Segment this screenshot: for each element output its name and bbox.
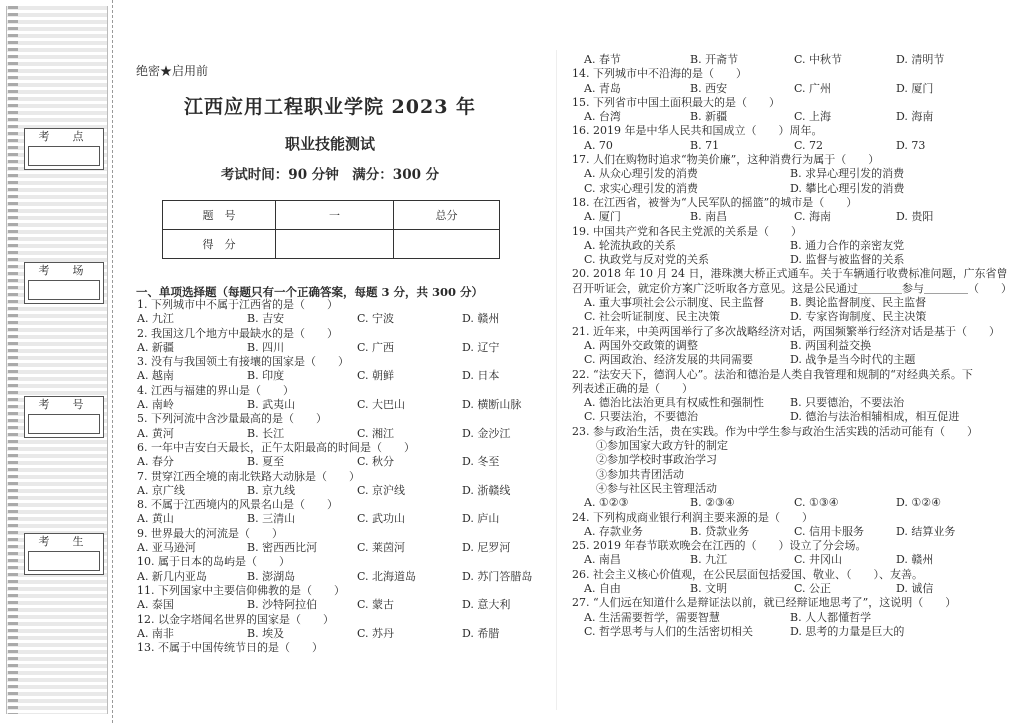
option: B. 贷款业务 bbox=[690, 524, 750, 538]
option: D. 73 bbox=[896, 138, 926, 152]
option: A. 轮流执政的关系 bbox=[584, 238, 676, 252]
option: B. 新疆 bbox=[690, 110, 728, 124]
option: D. 专家咨询制度、民主决策 bbox=[790, 310, 927, 324]
question-18: 18. 在江西省，被誉为“人民军队的摇篮”的城市是（ ） bbox=[572, 195, 858, 209]
option: B. 文明 bbox=[690, 581, 728, 595]
options-1 bbox=[137, 312, 557, 326]
question-22-line2: 列表述正确的是（ ） bbox=[572, 381, 693, 395]
option: C. 两国政治、经济发展的共同需要 bbox=[584, 353, 754, 367]
seal-line bbox=[112, 0, 113, 723]
option: B. 埃及 bbox=[247, 626, 285, 640]
options-14 bbox=[572, 82, 1012, 96]
question-17: 17. 人们在购物时追求“物美价廉”，这种消费行为属于（ ） bbox=[572, 153, 880, 167]
option: B. 长江 bbox=[247, 426, 285, 440]
exam-number-label: 考 号 bbox=[38, 398, 90, 411]
option: A. 两国外交政策的调整 bbox=[584, 338, 698, 352]
question-23: 23. 参与政治生活，贵在实践。作为中学生参与政治生活实践的活动可能有（ ） bbox=[572, 424, 978, 438]
option: D. ①②④ bbox=[896, 496, 942, 510]
question-21: 21. 近年来，中美两国举行了多次战略经济对话，两国频繁举行经济对话是基于（ ） bbox=[572, 324, 1000, 338]
option: B. 四川 bbox=[247, 340, 285, 354]
options-18 bbox=[572, 210, 1012, 224]
option: C. 苏丹 bbox=[357, 626, 395, 640]
score-table bbox=[162, 200, 500, 259]
option: B. 吉安 bbox=[247, 312, 285, 326]
exam-site-box[interactable] bbox=[28, 146, 100, 166]
options-21a bbox=[572, 339, 1012, 353]
option: C. 哲学思考与人们的生活密切相关 bbox=[584, 624, 754, 638]
option: C. 中秋节 bbox=[794, 53, 843, 66]
option: B. 西安 bbox=[690, 81, 728, 95]
option: B. 南昌 bbox=[690, 210, 728, 224]
binding-stripes bbox=[6, 6, 108, 714]
option: A. 亚马逊河 bbox=[137, 541, 196, 555]
option: A. 70 bbox=[584, 138, 613, 152]
option: B. 印度 bbox=[247, 369, 285, 383]
option: A. 京广线 bbox=[137, 483, 185, 497]
option: B. 舆论监督制度、民主监督 bbox=[790, 296, 927, 310]
right-questions bbox=[572, 53, 1012, 639]
question-8: 8. 不属于江西境内的风景名山是（ ） bbox=[137, 498, 338, 512]
sub-item: ①参加国家大政方针的制定 bbox=[596, 439, 728, 453]
option: A. 九江 bbox=[137, 312, 174, 326]
exam-room-box[interactable] bbox=[28, 280, 100, 300]
option: C. 莱茵河 bbox=[357, 541, 406, 555]
option: C. 广州 bbox=[794, 81, 832, 95]
secret-mark: 绝密★启用前 bbox=[136, 64, 209, 78]
question-6: 6. 一年中吉安白天最长，正午太阳最高的时间是（ ） bbox=[137, 440, 415, 454]
option: A. 新几内亚岛 bbox=[137, 569, 207, 583]
option: B. 只要德治，不要法治 bbox=[790, 396, 905, 410]
options-5 bbox=[137, 427, 557, 441]
binding-margin bbox=[0, 0, 118, 723]
option: D. 意大利 bbox=[462, 598, 511, 612]
option: A. 新疆 bbox=[137, 340, 174, 354]
option: B. 九江 bbox=[690, 553, 728, 567]
option: D. 清明节 bbox=[896, 53, 945, 66]
question-19: 19. 中国共产党和各民主党派的关系是（ ） bbox=[572, 224, 802, 238]
question-12: 12. 以金字塔闻名世界的国家是（ ） bbox=[137, 612, 334, 626]
option: C. 社会听证制度、民主决策 bbox=[584, 310, 721, 324]
score-table-row bbox=[163, 230, 500, 259]
options-27a bbox=[572, 611, 1012, 625]
question-26: 26. 社会主义核心价值观，在公民层面包括爱国、敬业、（ ）、友善。 bbox=[572, 567, 923, 581]
options-15 bbox=[572, 110, 1012, 124]
option: C. 72 bbox=[794, 138, 824, 152]
sub-item: ③参加共青团活动 bbox=[596, 467, 684, 481]
option: A. 南非 bbox=[137, 626, 174, 640]
options-22b bbox=[572, 410, 1012, 424]
option: B. 密西西比河 bbox=[247, 541, 318, 555]
options-23 bbox=[572, 496, 1012, 510]
question-14: 14. 下列城市中不沿海的是（ ） bbox=[572, 67, 747, 81]
question-5: 5. 下列河流中含沙量最高的是（ ） bbox=[137, 412, 327, 426]
option: D. 浙赣线 bbox=[462, 483, 511, 497]
candidate-field[interactable] bbox=[24, 533, 104, 575]
exam-site-label: 考 点 bbox=[38, 130, 90, 143]
option: C. 北海道岛 bbox=[357, 569, 417, 583]
option: D. 赣州 bbox=[462, 312, 500, 326]
option: A. 南岭 bbox=[137, 398, 174, 412]
options-22a bbox=[572, 396, 1012, 410]
option: C. 大巴山 bbox=[357, 398, 406, 412]
option: B. 澎湖岛 bbox=[247, 569, 296, 583]
options-19a bbox=[572, 239, 1012, 253]
options-25 bbox=[572, 553, 1012, 567]
exam-number-box[interactable] bbox=[28, 414, 100, 434]
option: C. 执政党与反对党的关系 bbox=[584, 253, 710, 267]
option: A. 厦门 bbox=[584, 210, 621, 224]
option: D. 德治与法治相辅相成，相互促进 bbox=[790, 410, 960, 424]
option: A. 德治比法治更具有权威性和强制性 bbox=[584, 396, 764, 410]
options-13 bbox=[572, 53, 1012, 67]
options-27b bbox=[572, 625, 1012, 639]
option: B. 求异心理引发的消费 bbox=[790, 167, 905, 181]
page-title: 江西应用工程职业学院 2023 年 bbox=[183, 96, 477, 118]
option: D. 监督与被监督的关系 bbox=[790, 253, 905, 267]
option: C. 秋分 bbox=[357, 455, 395, 469]
question-4: 4. 江西与福建的界山是（ ） bbox=[137, 383, 294, 397]
option: C. 上海 bbox=[794, 110, 832, 124]
option: A. 重大事项社会公示制度、民主监督 bbox=[584, 296, 764, 310]
option: A. 黄山 bbox=[137, 512, 174, 526]
option: D. 诚信 bbox=[896, 581, 934, 595]
option: C. 蒙古 bbox=[357, 598, 395, 612]
option: C. 朝鲜 bbox=[357, 369, 395, 383]
option: C. 求实心理引发的消费 bbox=[584, 181, 699, 195]
binding-holes bbox=[8, 6, 18, 714]
option: C. ①③④ bbox=[794, 496, 839, 510]
score-header-cell: 一 bbox=[276, 201, 394, 230]
option: A. 泰国 bbox=[137, 598, 174, 612]
question-22-line1: 22. “法安天下，德润人心”。法治和德治是人类自我管理和规制的“对经典关系。下 bbox=[572, 367, 973, 381]
option: D. 苏门答腊岛 bbox=[462, 569, 533, 583]
option: D. 战争是当今时代的主题 bbox=[790, 353, 916, 367]
candidate-box[interactable] bbox=[28, 551, 100, 571]
option: D. 厦门 bbox=[896, 81, 934, 95]
option: A. 自由 bbox=[584, 581, 621, 595]
option: A. 生活需要哲学，需要智慧 bbox=[584, 610, 720, 624]
option: B. 夏至 bbox=[247, 455, 285, 469]
option: D. 冬至 bbox=[462, 455, 500, 469]
options-12 bbox=[137, 627, 557, 641]
options-7 bbox=[137, 484, 557, 498]
score-total-cell[interactable] bbox=[394, 230, 500, 259]
column-divider bbox=[556, 50, 557, 710]
option: A. 春节 bbox=[584, 53, 621, 66]
question-11: 11. 下列国家中主要信仰佛教的是（ ） bbox=[137, 583, 345, 597]
question-9: 9. 世界最大的河流是（ ） bbox=[137, 526, 283, 540]
sub-item: ②参加学校时事政治学习 bbox=[596, 453, 717, 467]
options-2 bbox=[137, 341, 557, 355]
option: A. 南昌 bbox=[584, 553, 621, 567]
option: B. 京九线 bbox=[247, 483, 296, 497]
options-24 bbox=[572, 525, 1012, 539]
option: D. 结算业务 bbox=[896, 524, 956, 538]
option: C. 海南 bbox=[794, 210, 832, 224]
option: D. 尼罗河 bbox=[462, 541, 511, 555]
option: D. 金沙江 bbox=[462, 426, 511, 440]
left-questions bbox=[137, 298, 557, 655]
question-20-line2: 召开听证会，就定价方案广泛听取各方意见。这是公民通过＿＿＿＿参与＿＿＿＿（ ） bbox=[572, 281, 1012, 295]
page-subtitle: 职业技能测试 bbox=[284, 135, 375, 153]
sub-item: ④参与社区民主管理活动 bbox=[596, 481, 717, 495]
option: B. 开斋节 bbox=[690, 53, 739, 66]
exam-time-line: 考试时间：90 分钟 满分：300 分 bbox=[220, 167, 440, 183]
option: C. 广西 bbox=[357, 340, 395, 354]
score-table-row bbox=[163, 201, 500, 230]
options-9 bbox=[137, 541, 557, 555]
options-8 bbox=[137, 512, 557, 526]
question-7: 7. 贯穿江西全境的南北铁路大动脉是（ ） bbox=[137, 469, 360, 483]
question-1: 1. 下列城市中不属于江西省的是（ ） bbox=[137, 298, 338, 311]
option: C. 公正 bbox=[794, 581, 832, 595]
option: A. 台湾 bbox=[584, 110, 621, 124]
exam-room-label: 考 场 bbox=[38, 264, 90, 277]
options-17b bbox=[572, 182, 1012, 196]
options-19b bbox=[572, 253, 1012, 267]
option: C. 宁波 bbox=[357, 312, 395, 326]
options-3 bbox=[137, 369, 557, 383]
exam-site-field[interactable] bbox=[24, 128, 104, 170]
option: C. 京沪线 bbox=[357, 483, 406, 497]
option: A. 青岛 bbox=[584, 81, 621, 95]
option: D. 思考的力量是巨大的 bbox=[790, 624, 905, 638]
option: A. 黄河 bbox=[137, 426, 174, 440]
options-16 bbox=[572, 139, 1012, 153]
section-heading: 一、单项选择题（每题只有一个正确答案，每题 3 分，共 300 分） bbox=[136, 285, 484, 299]
option: B. 沙特阿拉伯 bbox=[247, 598, 318, 612]
option: B. 武夷山 bbox=[247, 398, 296, 412]
option: C. 只要法治，不要德治 bbox=[584, 410, 699, 424]
options-6 bbox=[137, 455, 557, 469]
option: D. 攀比心理引发的消费 bbox=[790, 181, 905, 195]
option: D. 希腊 bbox=[462, 626, 500, 640]
question-10: 10. 属于日本的岛屿是（ ） bbox=[137, 555, 290, 569]
question-24: 24. 下列构成商业银行利润主要来源的是（ ） bbox=[572, 510, 813, 524]
option: B. 通力合作的亲密友党 bbox=[790, 238, 905, 252]
question-15: 15. 下列省市中国土面积最大的是（ ） bbox=[572, 95, 780, 109]
score-header-cell: 题 号 bbox=[163, 201, 276, 230]
option: D. 横断山脉 bbox=[462, 398, 522, 412]
score-header-cell: 总分 bbox=[394, 201, 500, 230]
question-27: 27. “人们远在知道什么是辩证法以前，就已经辩证地思考了”，这说明（ ） bbox=[572, 596, 957, 610]
question-25: 25. 2019 年春节联欢晚会在江西的（ ）设立了分会场。 bbox=[572, 539, 867, 553]
option: C. 信用卡服务 bbox=[794, 524, 865, 538]
option: A. ①②③ bbox=[584, 496, 629, 510]
option: D. 贵阳 bbox=[896, 210, 934, 224]
option: D. 庐山 bbox=[462, 512, 500, 526]
options-4 bbox=[137, 398, 557, 412]
exam-number-field[interactable] bbox=[24, 396, 104, 438]
option: A. 越南 bbox=[137, 369, 174, 383]
options-20a bbox=[572, 296, 1012, 310]
option: C. 井冈山 bbox=[794, 553, 843, 567]
option: D. 海南 bbox=[896, 110, 934, 124]
question-13: 13. 不属于中国传统节日的是（ ） bbox=[137, 641, 323, 655]
option: A. 存款业务 bbox=[584, 524, 643, 538]
option: B. 人人都懂哲学 bbox=[790, 610, 872, 624]
question-3: 3. 没有与我国领土有接壤的国家是（ ） bbox=[137, 355, 349, 369]
options-21b bbox=[572, 353, 1012, 367]
option: B. 71 bbox=[690, 138, 720, 152]
option: A. 春分 bbox=[137, 455, 174, 469]
option: D. 赣州 bbox=[896, 553, 934, 567]
exam-room-field[interactable] bbox=[24, 262, 104, 304]
options-11 bbox=[137, 598, 557, 612]
candidate-label: 考 生 bbox=[38, 535, 90, 548]
question-2: 2. 我国这几个地方中最缺水的是（ ） bbox=[137, 326, 338, 340]
option: C. 湘江 bbox=[357, 426, 395, 440]
option: A. 从众心理引发的消费 bbox=[584, 167, 698, 181]
options-26 bbox=[572, 582, 1012, 596]
option: C. 武功山 bbox=[357, 512, 406, 526]
score-value-cell[interactable] bbox=[276, 230, 394, 259]
option: B. 三清山 bbox=[247, 512, 296, 526]
question-16: 16. 2019 年是中华人民共和国成立（ ）周年。 bbox=[572, 124, 823, 138]
option: D. 日本 bbox=[462, 369, 500, 383]
option: D. 辽宁 bbox=[462, 340, 500, 354]
options-20b bbox=[572, 310, 1012, 324]
options-17a bbox=[572, 167, 1012, 181]
option: B. ②③④ bbox=[690, 496, 735, 510]
question-20-line1: 20. 2018 年 10 月 24 日，港珠澳大桥正式通车。关于车辆通行收费标准问题，广东省曾 bbox=[572, 267, 1008, 281]
option: B. 两国利益交换 bbox=[790, 338, 872, 352]
options-10 bbox=[137, 570, 557, 584]
score-label-cell: 得 分 bbox=[163, 230, 276, 259]
